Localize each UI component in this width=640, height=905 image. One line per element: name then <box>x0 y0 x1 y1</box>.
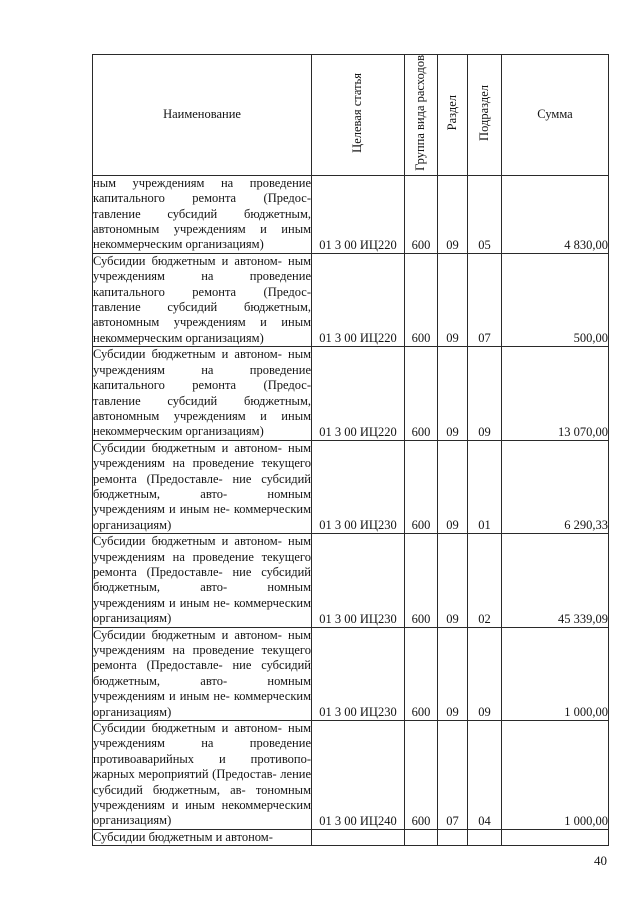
row-section: 09 <box>438 175 468 253</box>
table-row <box>93 721 609 830</box>
header-section: Раздел <box>438 55 468 176</box>
row-expense-group: 600 <box>405 175 438 253</box>
header-name: Наименование <box>93 55 312 176</box>
row-expense-group: 600 <box>405 440 438 533</box>
row-name: Субсидии бюджетным и автоном- ным учреждениям на проведение противоаварийных и противопо- жарных мероприятий (Предостав- ление субсидий бюджетным, ав- тономным учреждениям и иным некоммерческим организациям) <box>93 721 311 828</box>
row-expense-group: 600 <box>405 534 438 627</box>
header-target-article: Целевая статья <box>312 55 405 176</box>
row-expense-group: 600 <box>405 721 438 830</box>
row-target-article: 01 3 00 ИЦ220 <box>312 253 405 346</box>
row-name: Субсидии бюджетным и автоном- ным учреждениям на проведение текущего ремонта (Предоставле- ние субсидий бюджетным, авто- номным учреждениям и иным не- коммерческим организациям) <box>93 627 311 719</box>
row-subsection: 09 <box>468 627 502 720</box>
row-sum: 500,00 <box>502 253 609 346</box>
row-section: 09 <box>438 253 468 346</box>
row-target-article: 01 3 00 ИЦ230 <box>312 440 405 533</box>
row-name: Субсидии бюджетным и автоном- <box>93 829 312 845</box>
row-name: Субсидии бюджетным и автоном- ным учреждениям на проведение капитального ремонта (Предос- тавление субсидий бюджетным, автономным учреждениям и иным некоммерческим организациям) <box>93 253 311 345</box>
row-target-article: 01 3 00 ИЦ230 <box>312 627 405 720</box>
row-subsection: 05 <box>468 175 502 253</box>
row-target-article: 01 3 00 ИЦ220 <box>312 175 405 253</box>
row-expense-group: 600 <box>405 347 438 440</box>
row-section: 09 <box>438 627 468 720</box>
header-sum: Сумма <box>502 55 609 176</box>
table-row <box>93 175 609 253</box>
row-expense-group: 600 <box>405 253 438 346</box>
row-target-article: 01 3 00 ИЦ230 <box>312 534 405 627</box>
row-subsection: 09 <box>468 347 502 440</box>
row-target-article: 01 3 00 ИЦ240 <box>312 721 405 830</box>
row-sum: 1 000,00 <box>502 627 609 720</box>
row-sum: 4 830,00 <box>502 175 609 253</box>
table-row <box>93 829 609 845</box>
row-sum: 45 339,09 <box>502 534 609 627</box>
table-row <box>93 627 609 720</box>
table-header-row <box>93 55 609 176</box>
header-subsection: Подраздел <box>468 55 502 176</box>
row-section: 07 <box>438 721 468 830</box>
row-expense-group <box>405 829 438 845</box>
row-sum <box>502 829 609 845</box>
table-row <box>93 440 609 533</box>
row-subsection: 02 <box>468 534 502 627</box>
row-target-article: 01 3 00 ИЦ220 <box>312 347 405 440</box>
header-expense-group: Группа вида расходов <box>405 55 438 176</box>
budget-table <box>92 54 609 846</box>
row-subsection: 01 <box>468 440 502 533</box>
row-name: Субсидии бюджетным и автоном- ным учреждениям на проведение текущего ремонта (Предоставле- ние субсидий бюджетным, авто- номным учреждениям и иным не- коммерческим организациям) <box>93 534 311 626</box>
row-name: ным учреждениям на проведение капитального ремонта (Предос- тавление субсидий бюджетным, автономным учреждениям и иным некоммерческим организациям) <box>93 175 311 252</box>
row-name: Субсидии бюджетным и автоном- ным учреждениям на проведение капитального ремонта (Предос- тавление субсидий бюджетным, автономным учреждениям и иным некоммерческим организациям) <box>93 347 311 439</box>
row-subsection: 07 <box>468 253 502 346</box>
table-row <box>93 534 609 627</box>
row-sum: 13 070,00 <box>502 347 609 440</box>
row-sum: 1 000,00 <box>502 721 609 830</box>
table-row <box>93 347 609 440</box>
row-target-article <box>312 829 405 845</box>
row-sum: 6 290,33 <box>502 440 609 533</box>
row-section: 09 <box>438 440 468 533</box>
row-name: Субсидии бюджетным и автоном- ным учреждениям на проведение текущего ремонта (Предоставле- ние субсидий бюджетным, авто- номным учреждениям и иным не- коммерческим организациям) <box>93 440 311 532</box>
row-section: 09 <box>438 347 468 440</box>
row-section <box>438 829 468 845</box>
table-row <box>93 253 609 346</box>
page-number: 40 <box>594 853 607 868</box>
row-subsection <box>468 829 502 845</box>
row-expense-group: 600 <box>405 627 438 720</box>
row-section: 09 <box>438 534 468 627</box>
row-subsection: 04 <box>468 721 502 830</box>
